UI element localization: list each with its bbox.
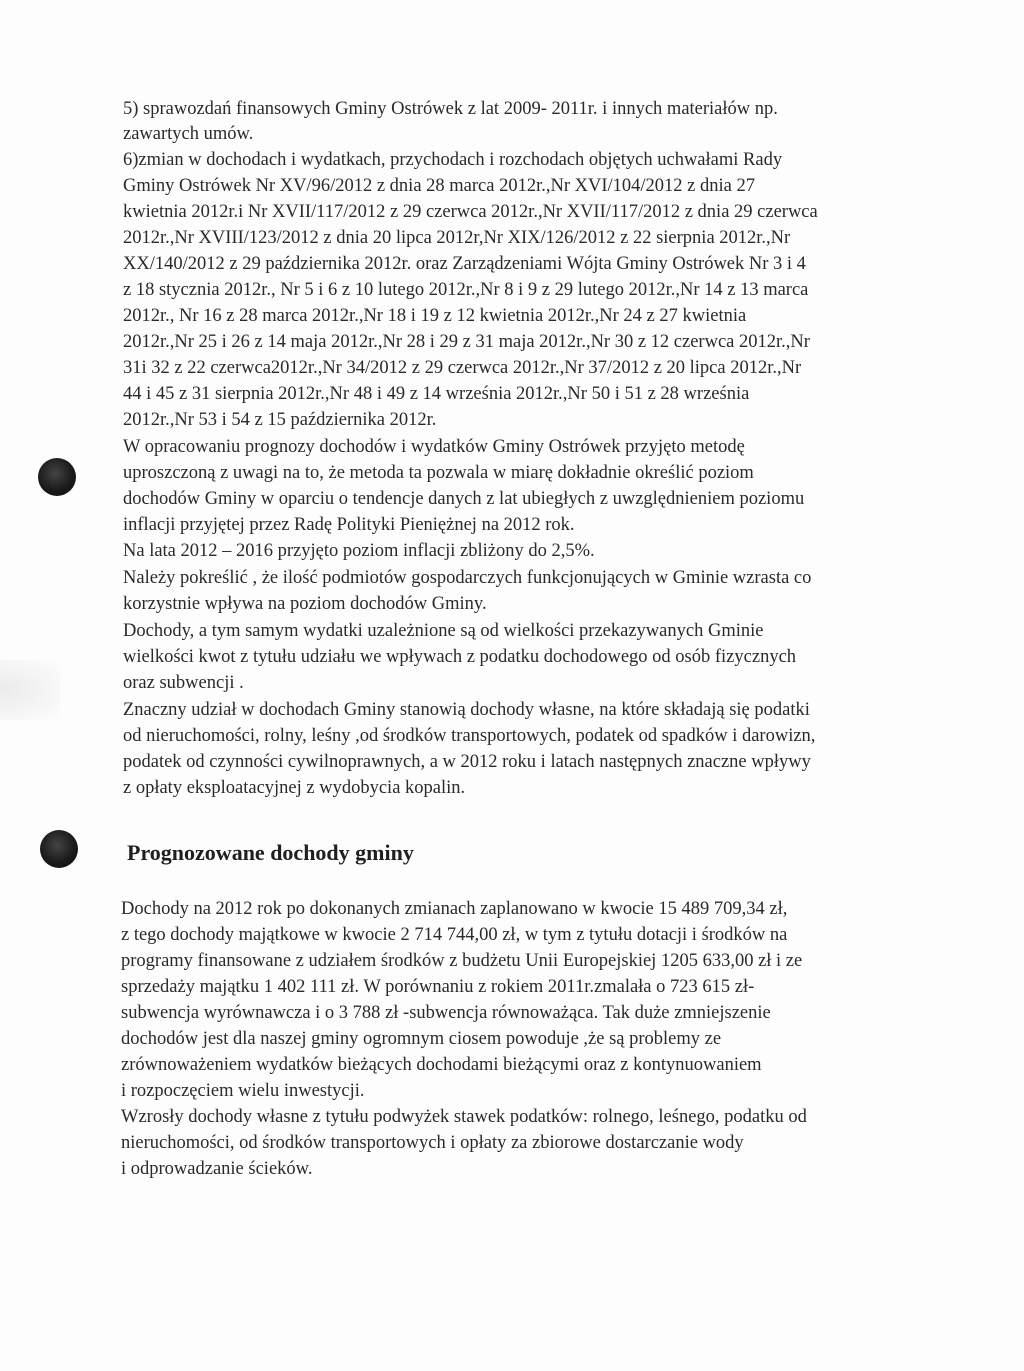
punch-hole-mark (40, 830, 78, 868)
text-line: wielkości kwot z tytułu udziału we wpływach z podatku dochodowego od osób fizycznych (123, 647, 797, 667)
text-line: Dochody, a tym samym wydatki uzależnione są od wielkości przekazywanych Gminie (123, 621, 764, 641)
section-heading: Prognozowane dochody gminy (127, 840, 414, 865)
text-line: od nieruchomości, rolny, leśny ,od środków transportowych, podatek od spadków i darowizn, (123, 726, 816, 746)
text-line: uproszczoną z uwagi na to, że metoda ta pozwala w miarę dokładnie określić poziom (123, 463, 754, 483)
text-line: zrównoważeniem wydatków bieżących dochodami bieżącymi oraz z kontynuowaniem (121, 1055, 762, 1075)
text-line: nieruchomości, od środków transportowych i opłaty za zbiorowe dostarczanie wody (121, 1133, 744, 1153)
text-line: dochodów Gminy w oparciu o tendencje danych z lat ubiegłych z uwzględnieniem poziomu (123, 489, 805, 509)
text-line: 44 i 45 z 31 sierpnia 2012r.,Nr 48 i 49 z 14 września 2012r.,Nr 50 i 51 z 28 września (123, 384, 750, 404)
text-line: Należy pokreślić , że ilość podmiotów gospodarczych funkcjonujących w Gminie wzrasta co (123, 568, 812, 588)
text-line: Gminy Ostrówek Nr XV/96/2012 z dnia 28 marca 2012r.,Nr XVI/104/2012 z dnia 27 (123, 176, 755, 196)
text-line: Znaczny udział w dochodach Gminy stanowią dochody własne, na które składają się podatki (123, 700, 810, 720)
text-line: i rozpoczęciem wielu inwestycji. (121, 1081, 365, 1101)
text-line: oraz subwencji . (123, 673, 244, 693)
scan-smudge (0, 660, 60, 720)
text-line: kwietnia 2012r.i Nr XVII/117/2012 z 29 czerwca 2012r.,Nr XVII/117/2012 z dnia 29 czerwca (123, 202, 818, 222)
punch-hole-mark (38, 458, 76, 496)
text-line: 31i 32 z 22 czerwca2012r.,Nr 34/2012 z 29 czerwca 2012r.,Nr 37/2012 z 20 lipca 2012r.,Nr (123, 358, 802, 378)
text-line: 2012r.,Nr XVIII/123/2012 z dnia 20 lipca 2012r,Nr XIX/126/2012 z 22 sierpnia 2012r.,Nr (123, 228, 791, 248)
text-line: podatek od czynności cywilnoprawnych, a w 2012 roku i latach następnych znaczne wpływy (123, 752, 811, 772)
text-line: programy finansowane z udziałem środków z budżetu Unii Europejskiej 1205 633,00 zł i ze (121, 951, 803, 971)
text-line: 2012r.,Nr 53 i 54 z 15 października 2012r. (123, 410, 437, 430)
text-line: z 18 stycznia 2012r., Nr 5 i 6 z 10 lutego 2012r.,Nr 8 i 9 z 29 lutego 2012r.,Nr 14 z 13 marca (123, 280, 809, 300)
text-line: W opracowaniu prognozy dochodów i wydatków Gminy Ostrówek przyjęto metodę (123, 437, 745, 457)
text-line: Dochody na 2012 rok po dokonanych zmianach zaplanowano w kwocie 15 489 709,34 zł, (121, 899, 788, 919)
text-line: subwencja wyrównawcza i o 3 788 zł -subwencja równoważąca. Tak duże zmniejszenie (121, 1003, 771, 1023)
text-line: 2012r.,Nr 25 i 26 z 14 maja 2012r.,Nr 28 i 29 z 31 maja 2012r.,Nr 30 z 12 czerwca 2012r.,Nr (123, 332, 810, 352)
text-line: dochodów jest dla naszej gminy ogromnym ciosem powoduje ,że są problemy ze (121, 1029, 722, 1049)
text-line: korzystnie wpływa na poziom dochodów Gminy. (123, 594, 487, 614)
text-line: XX/140/2012 z 29 października 2012r. oraz Zarządzeniami Wójta Gminy Ostrówek Nr 3 i 4 (123, 254, 806, 274)
text-line: Wzrosły dochody własne z tytułu podwyżek stawek podatków: rolnego, leśnego, podatku od (121, 1107, 807, 1127)
text-line: 6)zmian w dochodach i wydatkach, przychodach i rozchodach objętych uchwałami Rady (123, 150, 783, 170)
text-line: 5) sprawozdań finansowych Gminy Ostrówek z lat 2009- 2011r. i innych materiałów np. (123, 99, 778, 119)
text-line: Na lata 2012 – 2016 przyjęto poziom inflacji zbliżony do 2,5%. (123, 541, 595, 561)
text-line: z tego dochody majątkowe w kwocie 2 714 744,00 zł, w tym z tytułu dotacji i środków na (121, 925, 788, 945)
text-line: 2012r., Nr 16 z 28 marca 2012r.,Nr 18 i 19 z 12 kwietnia 2012r.,Nr 24 z 27 kwietnia (123, 306, 747, 326)
text-line: z opłaty eksploatacyjnej z wydobycia kopalin. (123, 778, 466, 798)
text-line: inflacji przyjętej przez Radę Polityki Pieniężnej na 2012 rok. (123, 515, 575, 535)
text-line: i odprowadzanie ścieków. (121, 1159, 313, 1179)
text-line: sprzedaży majątku 1 402 111 zł. W porównaniu z rokiem 2011r.zmalała o 723 615 zł- (121, 977, 755, 997)
text-line: zawartych umów. (123, 124, 254, 144)
